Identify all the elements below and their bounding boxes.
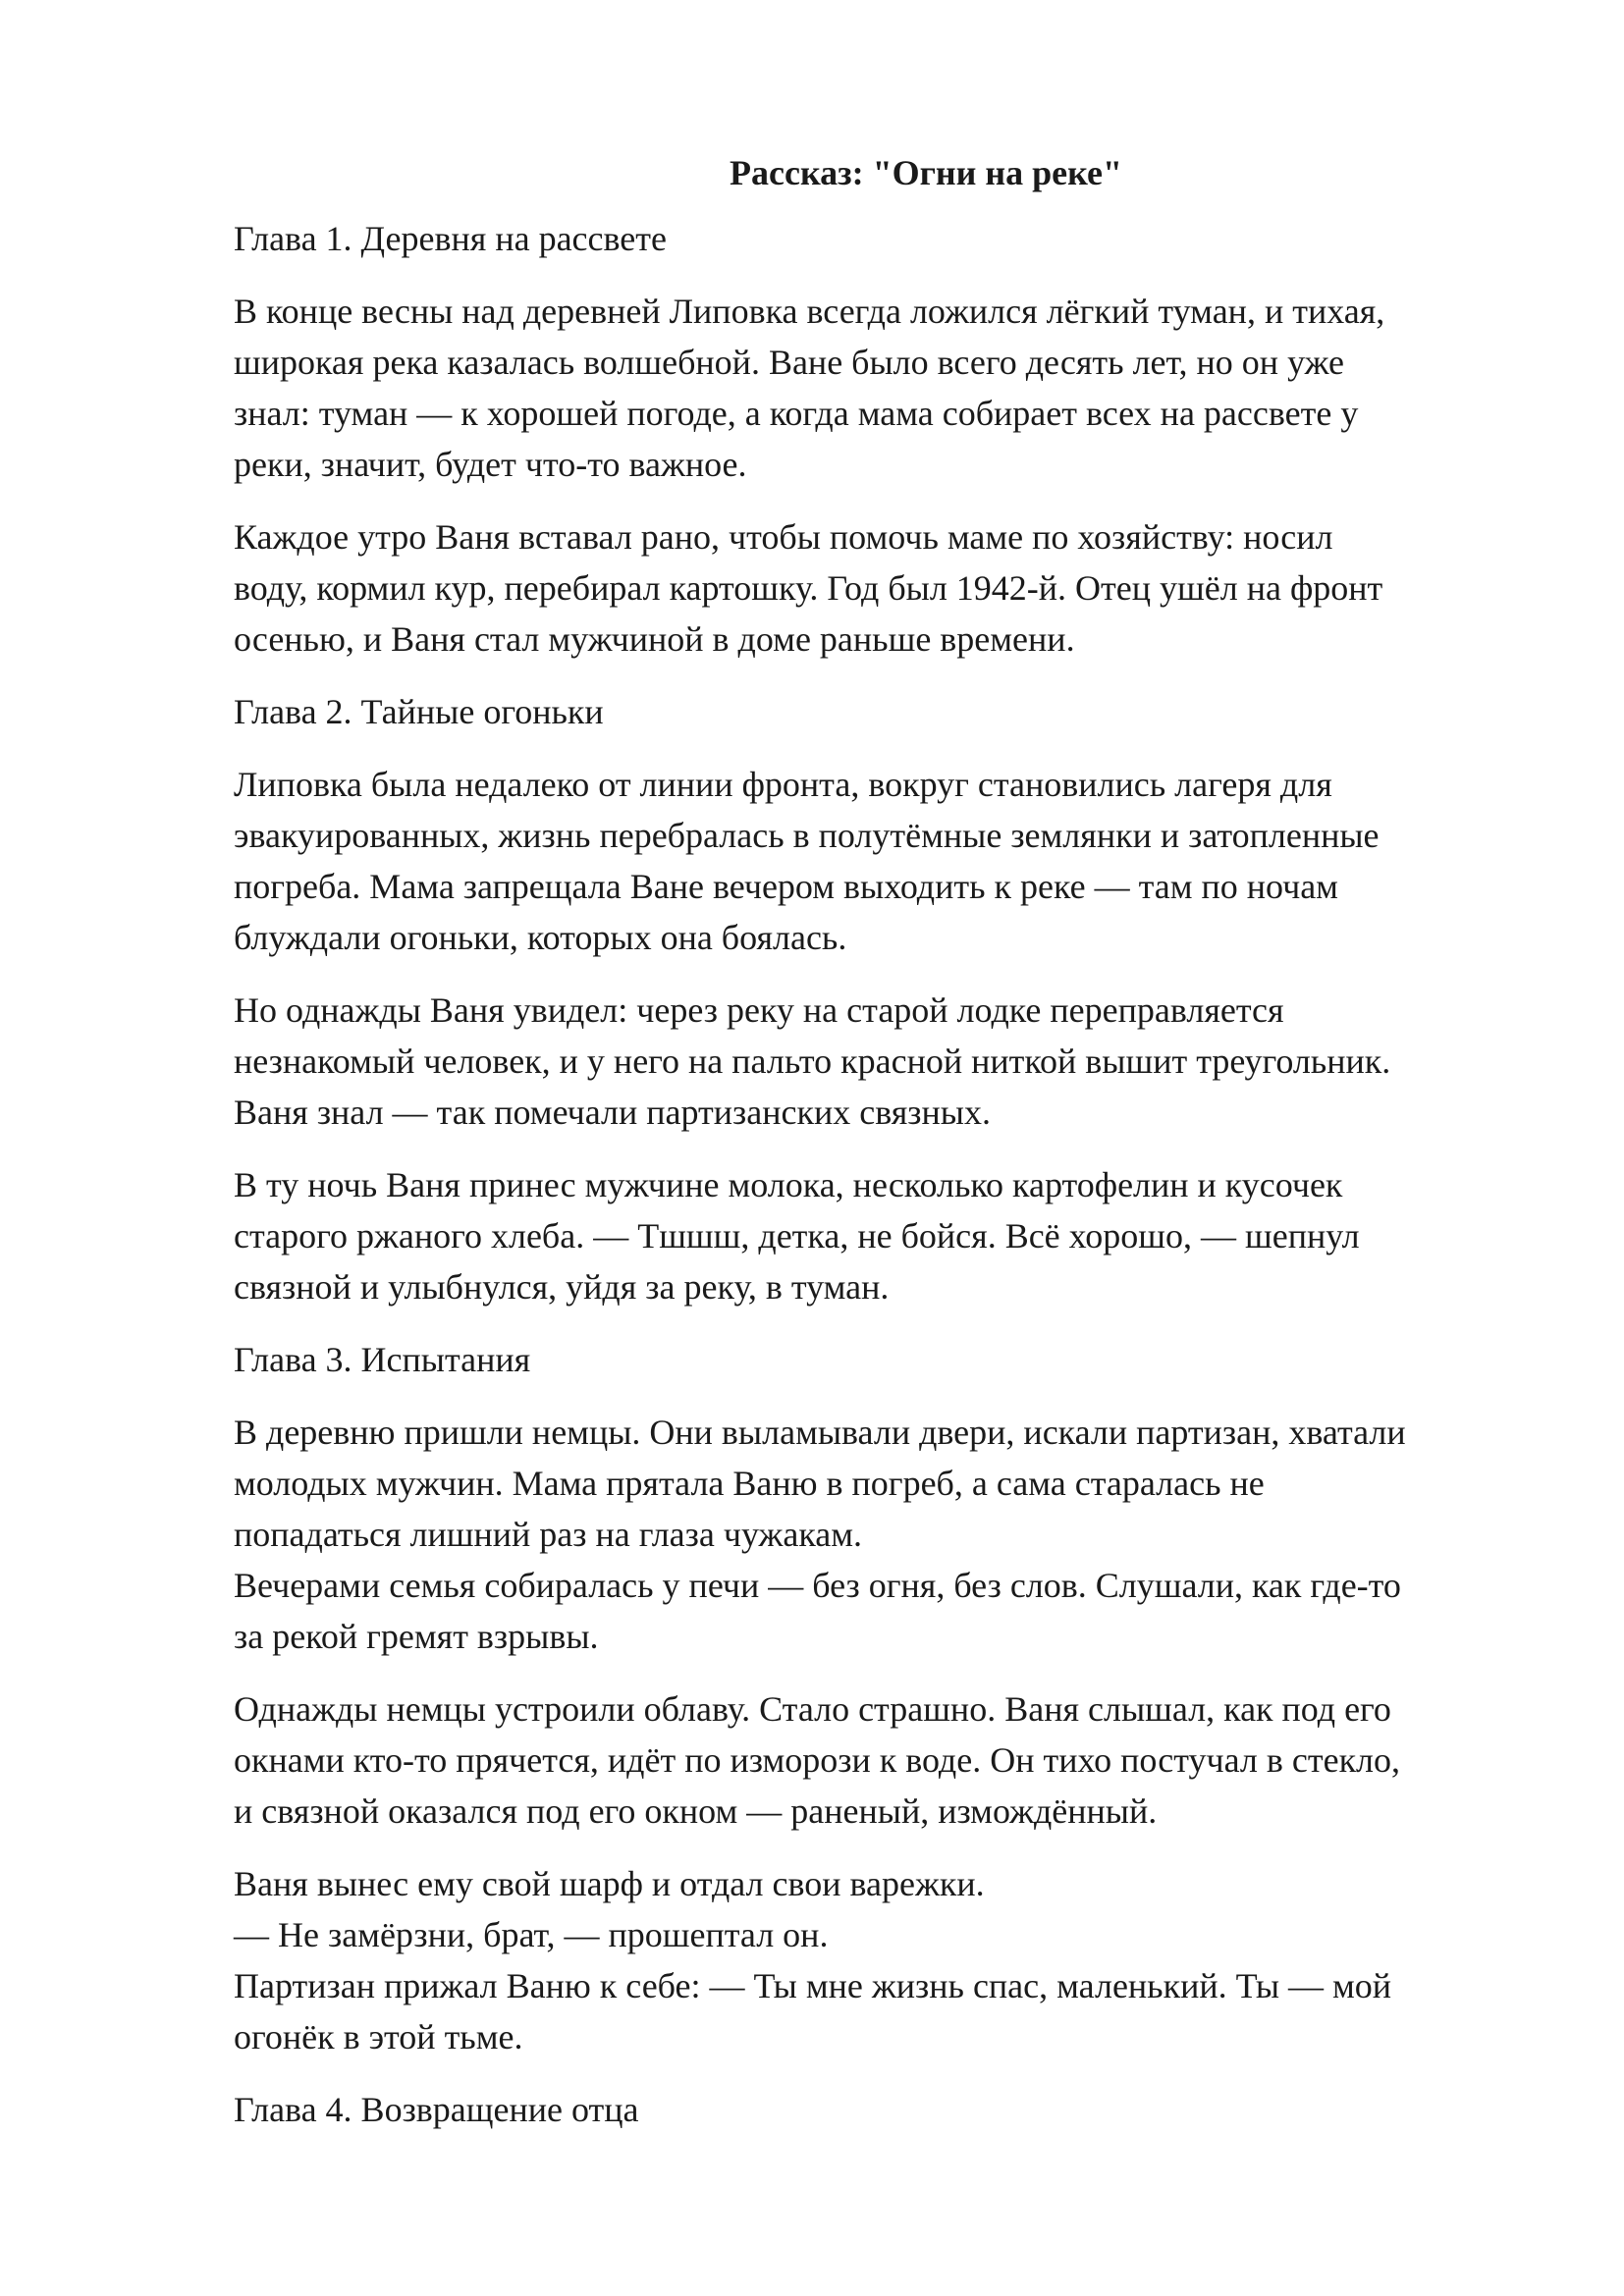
text-line: Каждое утро Ваня вставал рано, чтобы помочь маме по хозяйству: носил [234,517,1333,557]
text-line: Глава 2. Тайные огоньки [234,692,604,731]
text-line: погреба. Мама запрещала Ване вечером выходить к реке — там по ночам [234,867,1338,906]
paragraph-7 [234,1683,1510,1837]
text-line: огонёк в этой тьме. [234,2017,523,2056]
text-line: молодых мужчин. Мама прятала Ваню в погреб, а сама старалась не [234,1464,1265,1503]
document-title: Рассказ: "Огни на реке" [730,153,1122,192]
paragraph-1 [234,286,1510,490]
text-line: Партизан прижал Ваню к себе: — Ты мне жизнь спас, маленький. Ты — мой [234,1966,1392,2005]
text-line: Глава 3. Испытания [234,1340,531,1379]
text-line: реки, значит, будет что-то важное. [234,445,747,484]
document-blocks [234,213,1510,2135]
text-line: окнами кто-то прячется, идёт по изморози к воде. Он тихо постучал в стекло, [234,1740,1401,1780]
paragraph-4 [234,985,1510,1138]
text-line: В деревню пришли немцы. Они выламывали двери, искали партизан, хватали [234,1413,1406,1452]
text-line: Но однажды Ваня увидел: через реку на старой лодке переправляется [234,990,1284,1030]
paragraph-6 [234,1407,1510,1662]
text-line: эвакуированных, жизнь перебралась в полутёмные землянки и затопленные [234,816,1380,855]
text-line: В ту ночь Ваня принес мужчине молока, несколько картофелин и кусочек [234,1165,1343,1204]
chapter-heading-4 [234,2084,1510,2135]
text-line: В конце весны над деревней Липовка всегда ложился лёгкий туман, и тихая, [234,292,1385,331]
paragraph-8 [234,1858,1510,2062]
text-line: знал: туман — к хорошей погоде, а когда мама собирает всех на рассвете у [234,394,1359,433]
text-line: и связной оказался под его окном — раненый, измождённый. [234,1791,1158,1831]
chapter-heading-1 [234,213,1510,264]
chapter-heading-2 [234,686,1510,737]
text-line: связной и улыбнулся, уйдя за реку, в туман. [234,1267,890,1307]
text-line: широкая река казалась волшебной. Ване было всего десять лет, но он уже [234,343,1344,382]
text-line: Ваня знал — так помечали партизанских связных. [234,1093,991,1132]
text-line: осенью, и Ваня стал мужчиной в доме раньше времени. [234,619,1075,659]
text-line: Глава 1. Деревня на рассвете [234,219,667,258]
paragraph-2 [234,511,1510,665]
paragraph-3 [234,759,1510,963]
text-line: воду, кормил кур, перебирал картошку. Год был 1942-й. Отец ушёл на фронт [234,568,1383,608]
text-line: за рекой гремят взрывы. [234,1617,599,1656]
text-line: Липовка была недалеко от линии фронта, вокруг становились лагеря для [234,765,1332,804]
text-line: старого ржаного хлеба. — Тшшш, детка, не бойся. Всё хорошо, — шепнул [234,1216,1360,1255]
document-body [234,147,1510,2157]
text-line: блуждали огоньки, которых она боялась. [234,918,847,957]
paragraph-5 [234,1159,1510,1312]
text-line: — Не замёрзни, брат, — прошептал он. [234,1915,829,1954]
text-line: Глава 4. Возвращение отца [234,2090,639,2129]
text-line: незнакомый человек, и у него на пальто красной ниткой вышит треугольник. [234,1041,1391,1081]
text-line: Вечерами семья собиралась у печи — без огня, без слов. Слушали, как где-то [234,1566,1401,1605]
text-line: Ваня вынес ему свой шарф и отдал свои варежки. [234,1864,985,1903]
text-line: попадаться лишний раз на глаза чужакам. [234,1515,863,1554]
chapter-heading-3 [234,1334,1510,1385]
text-line: Однажды немцы устроили облаву. Стало страшно. Ваня слышал, как под его [234,1689,1391,1729]
